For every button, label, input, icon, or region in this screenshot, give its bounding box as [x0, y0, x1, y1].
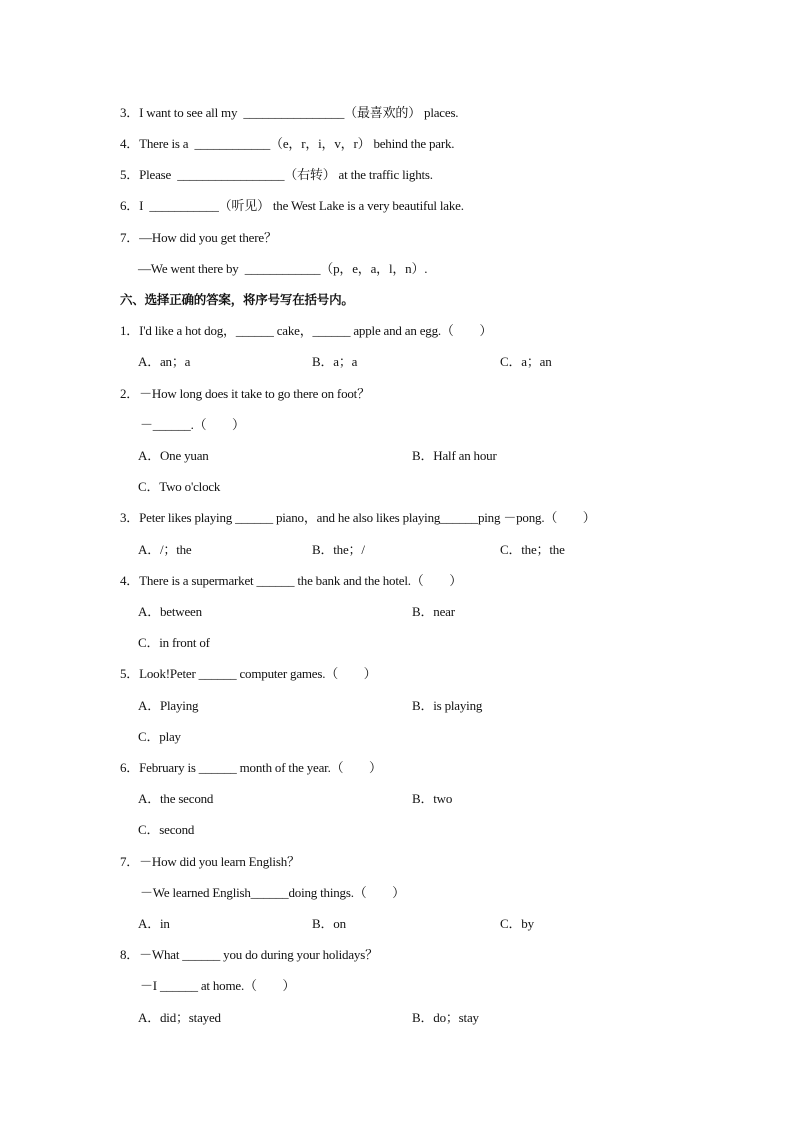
question-2-option-c: C．Two o'clock — [138, 479, 221, 494]
question-2-option-a: A．One yuan — [138, 448, 209, 463]
question-4-option-c: C．in front of — [138, 635, 210, 650]
question-1-option-c: C．a；an — [500, 354, 552, 369]
question-1-option-b: B．a；a — [312, 354, 358, 369]
fill-blank-item-6: 6．I ___________（听见） the West Lake is a very beautiful lake. — [120, 198, 464, 213]
question-7-option-b: B．on — [312, 916, 346, 931]
question-3-option-a: A．/；the — [138, 542, 192, 557]
question-7-stem: 7．－How did you learn English？ — [120, 854, 300, 869]
question-5-option-a: A．Playing — [138, 698, 199, 713]
fill-blank-item-7-question: 7．—How did you get there？ — [120, 230, 277, 245]
question-3-option-b: B．the；/ — [312, 542, 365, 557]
fill-blank-item-7-answer: —We went there by ____________（p，e，a，l，n）. — [138, 261, 428, 276]
question-5-stem: 5．Look!Peter ______ computer games.（ ） — [120, 666, 377, 681]
question-1-stem: 1．I'd like a hot dog，______ cake，______ apple and an egg.（ ） — [120, 323, 493, 338]
question-3-stem: 3．Peter likes playing ______ piano，and he also likes playing______ping －pong.（ ） — [120, 510, 596, 525]
question-8-option-a: A．did；stayed — [138, 1010, 221, 1025]
fill-blank-item-5: 5．Please _________________（右转） at the traffic lights. — [120, 167, 433, 182]
question-7-sub: －We learned English______doing things.（ ） — [140, 885, 405, 900]
question-6-option-b: B．two — [412, 791, 453, 806]
question-4-stem: 4．There is a supermarket ______ the bank and the hotel.（ ） — [120, 573, 462, 588]
question-4-option-b: B．near — [412, 604, 455, 619]
question-6-option-a: A．the second — [138, 791, 214, 806]
question-1-option-a: A．an；a — [138, 354, 191, 369]
question-5-option-b: B．is playing — [412, 698, 483, 713]
section-heading: 六、选择正确的答案，将序号写在括号内。 — [120, 292, 354, 307]
question-5-option-c: C．play — [138, 729, 181, 744]
fill-blank-item-3: 3．I want to see all my ________________（最喜欢的） places. — [120, 105, 459, 120]
question-8-option-b: B．do；stay — [412, 1010, 479, 1025]
question-6-stem: 6．February is ______ month of the year.（ ） — [120, 760, 382, 775]
question-6-option-c: C．second — [138, 822, 195, 837]
question-2-stem: 2．－How long does it take to go there on foot？ — [120, 386, 370, 401]
question-8-stem: 8．－What ______ you do during your holidays？ — [120, 947, 378, 962]
question-2-option-b: B．Half an hour — [412, 448, 497, 463]
fill-blank-item-4: 4．There is a ____________（e，r，i，v，r） behind the park. — [120, 136, 455, 151]
question-7-option-a: A．in — [138, 916, 170, 931]
question-2-sub: －______.（ ） — [140, 417, 245, 432]
question-4-option-a: A．between — [138, 604, 202, 619]
question-7-option-c: C．by — [500, 916, 534, 931]
question-8-sub: －I ______ at home.（ ） — [140, 978, 296, 993]
question-3-option-c: C．the；the — [500, 542, 565, 557]
